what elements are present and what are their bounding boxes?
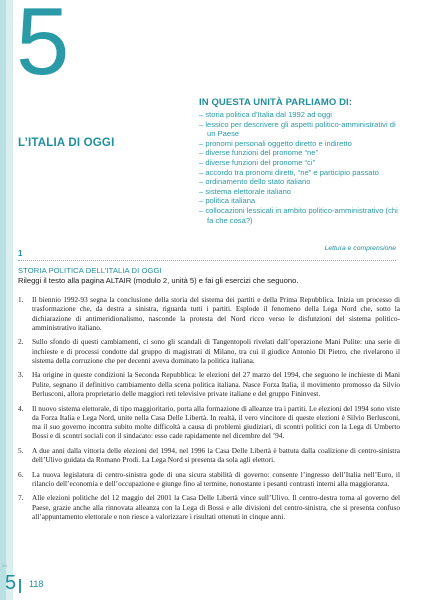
- summary-item: – accordo tra pronomi diretti, “ne” e participio passato: [199, 167, 379, 177]
- summary-item: – sistema elettorale italiano: [199, 186, 292, 196]
- margin-strip-inner: [0, 0, 6, 600]
- paragraph-text: Ha origine in queste condizioni la Seconda Repubblica: le elezioni del 27 marzo del 1994, che seguono le inchieste di Mani Pulite, segnano il definitivo cambiamento della scena politica italiana. Nasce Forza Italia, il movimento promosso da Silvio Berlusconi, allora proprietario delle maggiori reti televisive private italiane e del gruppo Fininvest.: [32, 370, 400, 399]
- footer-unit-number: 5: [5, 572, 17, 594]
- chapter-title: L’ITALIA DI OGGI: [18, 137, 115, 149]
- instruction: Rileggi il testo alla pagina ALTAIR (modulo 2, unità 5) e fai gli esercizi che seguono.: [18, 276, 299, 285]
- summary-item: – diverse funzioni del pronome “ne”: [199, 148, 319, 158]
- paragraph-text: Sullo sfondo di questi cambiamenti, ci sono gli scandali di Tangentopoli rivelati dall’operazione Mani Pulite: una serie di inchieste e di processi condotte dal gruppo di magistrati di Milano, tra cui il giudice Antonio Di Pietro, che rivelarono il sistema della corruzione che per decenni aveva dominato la politica italiana.: [32, 337, 400, 365]
- footer-divider: [19, 579, 21, 593]
- unit-summary: [199, 97, 399, 225]
- margin-strip: [0, 0, 13, 600]
- paragraph: [18, 370, 400, 398]
- section-divider: [18, 260, 396, 261]
- paragraph-text: La nuova legislatura di centro-sinistra gode di una sicura stabilità di governo: consente l’ingresso dell’Italia nell’Euro, il rilancio dell’economia e dell’occupazione e giunge fino al termine, nonostante i pesanti contrasti interni alla maggioranza.: [32, 469, 400, 488]
- chapter-number: 5: [16, 0, 68, 95]
- summary-item: – storia politica d’Italia dal 1992 ad oggi: [199, 110, 332, 119]
- paragraph: [18, 470, 400, 489]
- story-title: STORIA POLITICA DELL’ITALIA DI OGGI: [18, 266, 162, 275]
- paragraph-text: Il biennio 1992-93 segna la conclusione della storia del sistema dei partiti e della Prima Repubblica. Inizia un processo di trasformazione che, da destra a sinistra, riguarda tutti i partiti. Esplode il fenomeno della Lega Nord che, sotto la dichiarazione di antimeridionalismo, nasconde la protesta del Nord ricco verso le disfunzioni del sistema politico-amministrativo italiano.: [32, 295, 400, 332]
- section-header: [18, 245, 396, 259]
- summary-item: – lessico per descrivere gli aspetti politico-amministrativi di un Paese: [199, 119, 396, 139]
- section-number: 1: [18, 249, 23, 258]
- paragraph-text: A due anni dalla vittoria delle elezioni del 1994, nel 1996 la Casa Delle Libertà è battuta dalla coalizione di centro-sinistra dell’Ulivo guidata da Romano Prodi. La Lega Nord si presenta da sola agli elettori.: [32, 445, 400, 465]
- paragraph-number: 4.: [18, 403, 24, 413]
- paragraph-number: 1.: [18, 295, 24, 304]
- paragraph-number: 6.: [18, 469, 24, 479]
- paragraph: [18, 446, 400, 465]
- paragraph-number: 5.: [18, 445, 24, 455]
- paragraph-number: 2.: [18, 337, 24, 347]
- summary-item: – pronomi personali oggetto diretto e indiretto: [199, 138, 352, 148]
- paragraph-text: Il nuovo sistema elettorale, di tipo maggioritario, porta alla formazione di alleanze tra i partiti. Le elezioni del 1994 sono viste da Forza Italia e Lega Nord, unite nella Casa Delle Libertà. In realtà, il vero vincitore di queste elezioni è Silvio Berlusconi, ma il suo governo incontra subito molte difficoltà a causa di problemi giudiziari, di scontri politici con la Lega di Umberto Bossi e di scontri sociali con il sindacato: esso cade rapidamente nel dicembre del ’94.: [32, 403, 400, 441]
- footer-side-mark: 5/1: [2, 563, 8, 568]
- paragraph: [18, 295, 400, 332]
- summary-list: [199, 110, 399, 225]
- paragraph: [18, 337, 400, 365]
- page-number: 118: [29, 579, 44, 589]
- paragraph-text: Alle elezioni politiche del 12 maggio del 2001 la Casa Delle Libertà vince sull’Ulivo. Il centro-destra torna al governo del Paese, grazie anche alla rinnovata alleanza con la Lega di Bossi e alle divisioni del centro-sinistra, che si presenta confuso all’appuntamento elettorale e non riesce a valorizzare i risultati ottenuti in cinque anni.: [32, 493, 400, 522]
- paragraph: [18, 493, 400, 521]
- summary-item: – politica italiana: [199, 196, 256, 206]
- summary-item: – diverse funzioni del pronome “ci”: [199, 157, 316, 167]
- paragraph-number: 3.: [18, 370, 24, 380]
- paragraph-number: 7.: [18, 493, 24, 503]
- summary-item: – ordinamento dello stato italiano: [199, 177, 311, 187]
- summary-item: – collocazioni lessicali in ambito politico-amministrativo (chi fa che cosa?): [199, 205, 398, 225]
- page-footer: [0, 563, 424, 600]
- paragraph: [18, 404, 400, 441]
- summary-title: IN QUESTA UNITÀ PARLIAMO DI:: [199, 97, 353, 108]
- section-tag: Lettura e comprensione: [324, 245, 396, 252]
- paragraph-list: [18, 295, 400, 527]
